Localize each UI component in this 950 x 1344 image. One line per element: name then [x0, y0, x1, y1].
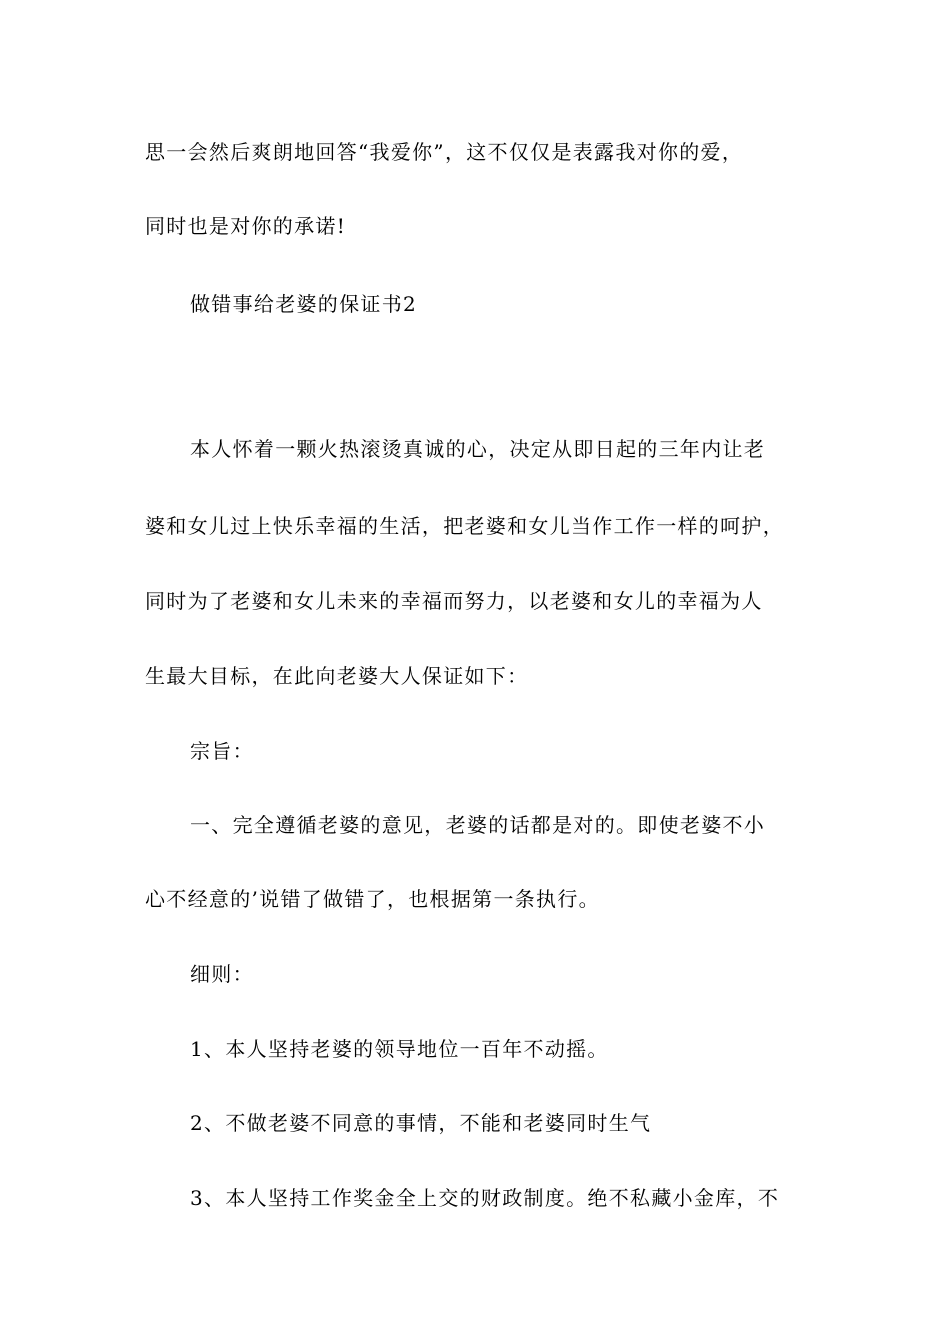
paragraph-line: 本人怀着一颗火热滚烫真诚的心，决定从即日起的三年内让老 [190, 437, 766, 461]
paragraph-line: 同时为了老婆和女儿未来的幸福而努力，以老婆和女儿的幸福为人 [145, 589, 763, 613]
list-item: 1、本人坚持老婆的领导地位一百年不动摇。 [190, 1037, 609, 1061]
paragraph-line: 一、完全遵循老婆的意见，老婆的话都是对的。即使老婆不小 [190, 813, 766, 837]
list-item: 2、不做老婆不同意的事情，不能和老婆同时生气 [190, 1111, 652, 1135]
paragraph-line: 生最大目标，在此向老婆大人保证如下： [145, 664, 529, 688]
list-item: 3、本人坚持工作奖金全上交的财政制度。绝不私藏小金库，不 [190, 1186, 780, 1210]
subheading-rules: 细则： [190, 962, 254, 986]
paragraph-line: 同时也是对你的承诺! [145, 214, 347, 238]
paragraph-line: 婆和女儿过上快乐幸福的生活，把老婆和女儿当作工作一样的呵护， [145, 514, 784, 538]
section-heading: 做错事给老婆的保证书2 [190, 292, 418, 316]
paragraph-line: 思一会然后爽朗地回答“我爱你”，这不仅仅是表露我对你的爱， [145, 140, 744, 164]
subheading-purpose: 宗旨： [190, 739, 254, 763]
paragraph-line: 心不经意的’说错了做错了，也根据第一条执行。 [145, 887, 600, 911]
